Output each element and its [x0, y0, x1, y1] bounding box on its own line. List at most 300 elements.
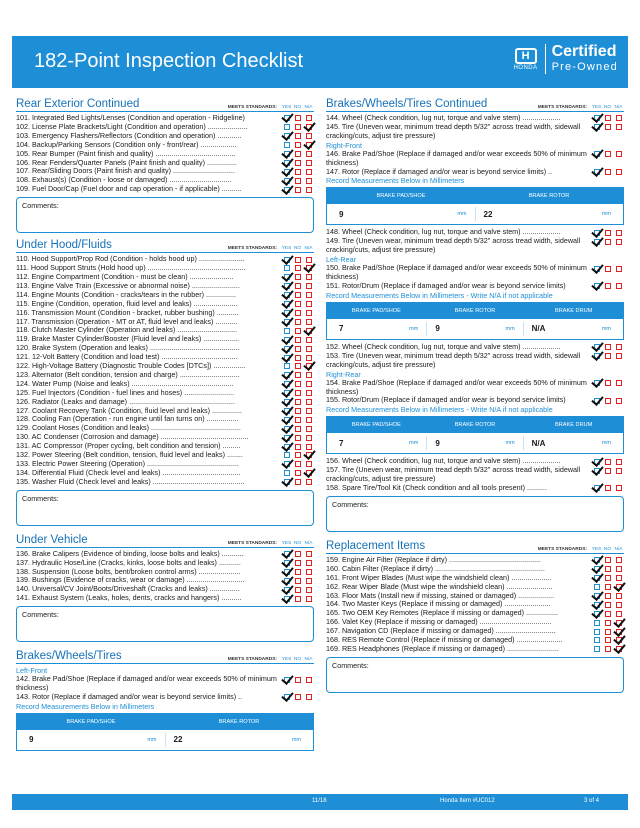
col-pad-shoe: BRAKE PAD/SHOE: [351, 307, 401, 314]
checkbox-yes[interactable]: [594, 629, 600, 635]
checkbox-group: [591, 237, 624, 244]
comments-box[interactable]: [16, 490, 314, 526]
checkbox-na[interactable]: [306, 470, 312, 476]
checkbox-na[interactable]: [616, 230, 622, 236]
col-pad-shoe: BRAKE PAD/SHOE: [376, 193, 426, 200]
checkbox-no[interactable]: [295, 569, 301, 575]
checkbox-na[interactable]: [616, 124, 622, 130]
legend-label: MEETS STANDARDS:: [537, 546, 587, 552]
meets-standards-legend: [228, 657, 314, 662]
legend-na: N/A: [304, 105, 313, 110]
checklist-item-text: 105. Rear Bumper (Paint finish and quality) ........................................: [16, 149, 236, 158]
checklist-item: [16, 150, 314, 159]
checkbox-na[interactable]: [306, 178, 312, 184]
checklist-item-text: 108. Exhaust(s) (Condition - loose or damaged) ...............................: [16, 176, 232, 185]
checklist-item-text: 160. Cabin Filter (Replace if dirty) .......................................................: [326, 564, 545, 573]
checkbox-na[interactable]: [306, 337, 312, 343]
checkbox-na[interactable]: [306, 390, 312, 396]
section-rear-exterior: [16, 98, 314, 233]
footer-item-number: Honda Item #UC012: [440, 798, 495, 804]
checkbox-na[interactable]: [306, 408, 312, 414]
checklist-item: [326, 123, 624, 141]
checkbox-na[interactable]: [616, 566, 622, 572]
checkbox-yes[interactable]: [284, 677, 290, 683]
checkbox-no[interactable]: [605, 602, 611, 608]
rotor-value: 22: [173, 735, 183, 745]
checkbox-na[interactable]: [306, 310, 312, 316]
checkbox-no[interactable]: [295, 417, 301, 423]
checklist-item: [326, 484, 624, 493]
checkbox-yes[interactable]: [594, 283, 600, 289]
pad-shoe-field[interactable]: [331, 207, 476, 221]
unit-label: mm: [457, 211, 467, 218]
legend-label: MEETS STANDARDS:: [227, 540, 277, 546]
checkbox-na[interactable]: [306, 596, 312, 602]
checklist-item: [16, 318, 314, 327]
legend-label: MEETS STANDARDS:: [537, 105, 587, 110]
checkbox-group: [591, 264, 624, 271]
checkbox-no[interactable]: [605, 620, 611, 626]
checklist-item: [16, 291, 314, 300]
checkbox-no[interactable]: [295, 444, 301, 450]
col-rotor: BRAKE ROTOR: [528, 193, 570, 200]
checklist-item-text: 104. Backup/Parking Sensors (Condition only - front/rear) ..................: [16, 140, 237, 149]
checkbox-group: [281, 478, 314, 485]
footer-date: 11/18: [312, 798, 327, 804]
checklist-item-text: 139. Bushings (Evidence of cracks, wear or damage) .............................: [16, 576, 245, 585]
checklist-item-text: 162. Rear Wiper Blade (Must wipe the windshield clean) .......................: [326, 582, 553, 591]
checklist-item-text: 142. Brake Pad/Shoe (Replace if damaged and/or wear exceeds 50% of minimum thickness): [16, 675, 277, 693]
rotor-field[interactable]: [476, 207, 620, 221]
checkbox-na[interactable]: [306, 363, 312, 369]
checkbox-no[interactable]: [295, 160, 301, 166]
checkbox-na[interactable]: [616, 584, 622, 590]
checkbox-na[interactable]: [306, 292, 312, 298]
measurements-label: Record Measurements Below in Millimeters - Write N/A if not applicable: [326, 405, 553, 415]
checkbox-no[interactable]: [295, 560, 301, 566]
checkbox-no[interactable]: [605, 124, 611, 130]
checklist-item-text: 107. Rear/Sliding Doors (Paint finish and quality) ...............................: [16, 167, 235, 176]
checklist-item: [16, 167, 314, 176]
checkbox-no[interactable]: [605, 230, 611, 236]
checkbox-no[interactable]: [605, 485, 611, 491]
section-header: [16, 239, 314, 253]
checkbox-no[interactable]: [605, 239, 611, 245]
meets-standards-legend: [228, 246, 314, 251]
checkbox-na[interactable]: [616, 115, 622, 121]
checklist-item: [16, 273, 314, 282]
checkbox-na[interactable]: [616, 398, 622, 404]
checkbox-yes[interactable]: [284, 479, 290, 485]
checkbox-no[interactable]: [295, 337, 301, 343]
checkbox-na[interactable]: [616, 593, 622, 599]
checkbox-no[interactable]: [605, 646, 611, 652]
checkbox-no[interactable]: [295, 587, 301, 593]
checkbox-no[interactable]: [295, 346, 301, 352]
checkbox-no[interactable]: [605, 353, 611, 359]
checkbox-na[interactable]: [616, 239, 622, 245]
checkbox-yes[interactable]: [594, 468, 600, 474]
checklist-item: [16, 568, 314, 577]
checklist-item-text: 165. Two OEM Key Remotes (Replace if missing or damaged) ................: [326, 609, 558, 618]
meets-standards-legend: [538, 547, 624, 552]
checklist-item: [16, 550, 314, 559]
legend-yes: YES: [591, 105, 602, 110]
checkbox-no[interactable]: [295, 435, 301, 441]
checklist-item: [326, 556, 624, 565]
checkbox-na[interactable]: [306, 274, 312, 280]
rotor-field[interactable]: [427, 322, 523, 336]
checkbox-yes[interactable]: [284, 187, 290, 193]
checkbox-na[interactable]: [306, 569, 312, 575]
checkbox-na[interactable]: [616, 151, 622, 157]
checkbox-yes[interactable]: [594, 169, 600, 175]
checkbox-na[interactable]: [616, 485, 622, 491]
checkbox-no[interactable]: [605, 398, 611, 404]
section-brakes-wheels-tires: [16, 650, 314, 751]
checkbox-no[interactable]: [605, 380, 611, 386]
checkbox-no[interactable]: [295, 124, 301, 130]
comments-box[interactable]: [16, 197, 314, 233]
checkbox-yes[interactable]: [594, 266, 600, 272]
checklist-item: [326, 574, 624, 583]
checkbox-group: [281, 675, 314, 682]
checkbox-na[interactable]: [306, 479, 312, 485]
checkbox-yes[interactable]: [594, 124, 600, 130]
checkbox-yes[interactable]: [594, 575, 600, 581]
checklist-item: [16, 594, 314, 603]
checkbox-no[interactable]: [295, 283, 301, 289]
checkbox-na[interactable]: [616, 557, 622, 563]
checkbox-no[interactable]: [605, 151, 611, 157]
checkbox-no[interactable]: [295, 257, 301, 263]
checkbox-yes[interactable]: [284, 133, 290, 139]
checklist-item-text: 110. Hood Support/Prop Rod (Condition - holds hood up) .......................: [16, 255, 245, 264]
comments-box[interactable]: [326, 496, 624, 532]
checkbox-na[interactable]: [306, 265, 312, 271]
section-title: Under Vehicle: [16, 533, 88, 546]
left-column: [16, 94, 314, 754]
checkbox-no[interactable]: [295, 461, 301, 467]
meets-standards-legend: [538, 105, 624, 110]
checkbox-na[interactable]: [306, 328, 312, 334]
checkbox-no[interactable]: [605, 575, 611, 581]
checkbox-na[interactable]: [306, 560, 312, 566]
pad-shoe-value: 9: [339, 209, 344, 219]
comments-box[interactable]: [16, 606, 314, 642]
checklist-item-text: 148. Wheel (Check condition, lug nut, torque and valve stem) ...................: [326, 228, 561, 237]
measurements-label: Record Measurements Below in Millimeters: [16, 701, 155, 711]
unit-label: mm: [505, 440, 515, 447]
checklist-item-text: 145. Tire (Uneven wear, minimum tread depth 5/32" across tread width, sidewall cracking/cuts, adjust tire pressure): [326, 122, 581, 140]
checklist-item: [16, 380, 314, 389]
checkbox-no[interactable]: [605, 584, 611, 590]
checkbox-group: [281, 693, 314, 700]
checklist-item-text: 124. Water Pump (Noise and leaks) ...................................................: [16, 379, 234, 388]
checkbox-group: [591, 457, 624, 464]
legend-label: MEETS STANDARDS:: [227, 105, 277, 110]
checklist-item-text: 116. Transmission Mount (Condition - bracket, rubber bushing) ...........: [16, 308, 239, 317]
checkbox-no[interactable]: [295, 274, 301, 280]
checkbox-na[interactable]: [306, 381, 312, 387]
checkbox-na[interactable]: [616, 380, 622, 386]
checkbox-na[interactable]: [306, 372, 312, 378]
checklist-item-text: 115. Engine (Condition, operation, fluid level and leaks) ......................: [16, 299, 238, 308]
checklist-item: [326, 168, 624, 177]
checklist-item-text: 153. Tire (Uneven wear, minimum tread depth 5/32" across tread width, sidewall cracking/cuts, adjust tire pressure): [326, 351, 581, 369]
checkbox-group: [591, 466, 624, 473]
unit-label: mm: [601, 440, 611, 447]
unit-label: mm: [409, 325, 419, 332]
checkbox-group: [591, 168, 624, 175]
checkbox-na[interactable]: [306, 160, 312, 166]
right-column: [326, 94, 624, 693]
checkbox-no[interactable]: [295, 596, 301, 602]
checkbox-no[interactable]: [605, 557, 611, 563]
rotor-field[interactable]: [427, 436, 523, 450]
checklist-item: [16, 442, 314, 451]
pad-shoe-field[interactable]: [21, 733, 166, 747]
checklist-item: [16, 478, 314, 487]
checklist-item-text: 149. Tire (Uneven wear, minimum tread depth 5/32" across tread width, sidewall cracking/cuts, adjust tire pressure): [326, 237, 581, 255]
checkbox-no[interactable]: [605, 566, 611, 572]
page-title: 182-Point Inspection Checklist: [34, 50, 304, 72]
checkbox-na[interactable]: [616, 646, 622, 652]
checkbox-yes[interactable]: [594, 485, 600, 491]
checkbox-yes[interactable]: [594, 637, 600, 643]
legend-no: NO: [293, 246, 302, 252]
checkbox-na[interactable]: [306, 399, 312, 405]
checklist-item: [16, 371, 314, 380]
checkbox-yes[interactable]: [594, 151, 600, 157]
checkbox-no[interactable]: [295, 408, 301, 414]
checkbox-no[interactable]: [605, 611, 611, 617]
checkbox-no[interactable]: [295, 142, 301, 148]
checkbox-yes[interactable]: [284, 444, 290, 450]
checkbox-yes[interactable]: [284, 319, 290, 325]
checkbox-no[interactable]: [605, 468, 611, 474]
checkbox-na[interactable]: [306, 677, 312, 683]
checkbox-no[interactable]: [295, 301, 301, 307]
legend-yes: YES: [281, 657, 292, 663]
checkbox-no[interactable]: [295, 677, 301, 683]
checklist-item-text: 146. Brake Pad/Shoe (Replace if damaged and/or wear exceeds 50% of minimum thickness): [326, 149, 587, 167]
checkbox-na[interactable]: [616, 468, 622, 474]
checkbox-yes[interactable]: [594, 611, 600, 617]
item-list: [326, 379, 624, 406]
checkbox-na[interactable]: [306, 142, 312, 148]
checkbox-yes[interactable]: [284, 115, 290, 121]
col-drum: BRAKE DRUM: [555, 307, 593, 314]
checklist-item-text: 152. Wheel (Check condition, lug nut, torque and valve stem) ...................: [326, 342, 561, 351]
checkbox-na[interactable]: [306, 587, 312, 593]
legend-na: N/A: [614, 105, 623, 110]
checkbox-na[interactable]: [616, 283, 622, 289]
checkbox-na[interactable]: [616, 459, 622, 465]
checklist-item-text: 135. Washer Fluid (Check level and leaks) ..............................................: [16, 477, 245, 486]
checkbox-yes[interactable]: [284, 461, 290, 467]
checkbox-no[interactable]: [605, 459, 611, 465]
rotor-field[interactable]: [166, 733, 310, 747]
section-header: [16, 650, 314, 664]
checkbox-na[interactable]: [616, 344, 622, 350]
checkbox-group: [281, 576, 314, 583]
checkbox-no[interactable]: [605, 266, 611, 272]
checklist-item-text: 129. Coolant Hoses (Condition and leaks) .............................................: [16, 424, 241, 433]
checkbox-yes[interactable]: [284, 355, 290, 361]
checkbox-no[interactable]: [295, 265, 301, 271]
checkbox-no[interactable]: [295, 355, 301, 361]
checkbox-na[interactable]: [306, 452, 312, 458]
checkbox-no[interactable]: [605, 115, 611, 121]
checkbox-yes[interactable]: [284, 694, 290, 700]
checkbox-no[interactable]: [295, 151, 301, 157]
checkbox-no[interactable]: [295, 363, 301, 369]
checkbox-na[interactable]: [306, 417, 312, 423]
col-pad-shoe: BRAKE PAD/SHOE: [351, 422, 401, 429]
checkbox-no[interactable]: [295, 292, 301, 298]
checkbox-na[interactable]: [616, 602, 622, 608]
drum-field[interactable]: [524, 322, 619, 336]
checkbox-no[interactable]: [605, 593, 611, 599]
item-list: [16, 550, 314, 603]
checkbox-yes[interactable]: [594, 398, 600, 404]
checkbox-yes[interactable]: [594, 380, 600, 386]
checkbox-no[interactable]: [295, 452, 301, 458]
checkbox-no[interactable]: [295, 390, 301, 396]
item-list: [326, 343, 624, 370]
checkbox-no[interactable]: [295, 399, 301, 405]
checklist-item: [326, 636, 624, 645]
position-label: Right-Rear: [326, 369, 361, 379]
checkbox-na[interactable]: [306, 426, 312, 432]
checkbox-no[interactable]: [605, 629, 611, 635]
section-title: Brakes/Wheels/Tires Continued: [326, 98, 488, 110]
checklist-item: [326, 466, 624, 484]
unit-label: mm: [291, 736, 301, 743]
checkbox-no[interactable]: [295, 372, 301, 378]
checklist-item-text: 126. Radiator (Leaks and damage) .....................................................: [16, 397, 235, 406]
col-drum: BRAKE DRUM: [555, 422, 593, 429]
footer-page-number: 3 of 4: [584, 798, 600, 804]
checkbox-no[interactable]: [605, 283, 611, 289]
checkbox-no[interactable]: [295, 133, 301, 139]
checkbox-no[interactable]: [295, 381, 301, 387]
pad-shoe-field[interactable]: [331, 436, 427, 450]
checklist-item: [16, 407, 314, 416]
checklist-item-text: 136. Brake Calipers (Evidence of binding, loose bolts and leaks) ...........: [16, 549, 244, 558]
checkbox-no[interactable]: [605, 637, 611, 643]
checkbox-no[interactable]: [295, 479, 301, 485]
checklist-item: [326, 237, 624, 255]
checkbox-group: [281, 424, 314, 431]
checkbox-yes[interactable]: [594, 646, 600, 652]
checkbox-na[interactable]: [306, 346, 312, 352]
pad-shoe-field[interactable]: [331, 322, 427, 336]
checklist-item-text: 154. Brake Pad/Shoe (Replace if damaged and/or wear exceeds 50% of minimum thickness): [326, 378, 587, 396]
checkbox-no[interactable]: [295, 115, 301, 121]
checkbox-no[interactable]: [295, 178, 301, 184]
legend-yes: YES: [281, 246, 292, 252]
measurements-label: Record Measurements Below in Millimeters: [326, 176, 465, 186]
drum-field[interactable]: [524, 436, 619, 450]
checkbox-no[interactable]: [295, 578, 301, 584]
checkbox-no[interactable]: [295, 426, 301, 432]
checkbox-no[interactable]: [295, 551, 301, 557]
checkbox-no[interactable]: [295, 187, 301, 193]
checkbox-group: [281, 335, 314, 342]
checklist-item: [16, 141, 314, 150]
checklist-item-text: 159. Engine Air Filter (Replace if dirty) ..............................................: [326, 555, 541, 564]
checkbox-na[interactable]: [306, 124, 312, 130]
checkbox-na[interactable]: [306, 578, 312, 584]
legend-na: N/A: [304, 657, 313, 663]
checklist-item: [16, 693, 314, 702]
comments-box[interactable]: [326, 657, 624, 693]
checklist-item-text: 130. AC Condenser (Corrosion and damage) ............................................: [16, 433, 249, 442]
checkbox-no[interactable]: [295, 470, 301, 476]
checklist-item-text: 119. Brake Master Cylinder/Booster (Fluid level and leaks) ..................: [16, 335, 240, 344]
checklist-item: [16, 389, 314, 398]
checkbox-na[interactable]: [616, 353, 622, 359]
page-header: [12, 36, 628, 88]
checkbox-no[interactable]: [295, 310, 301, 316]
checkbox-na[interactable]: [306, 301, 312, 307]
checkbox-na[interactable]: [306, 283, 312, 289]
checkbox-yes[interactable]: [594, 353, 600, 359]
legend-yes: YES: [281, 540, 292, 546]
section-replacement-items: [326, 540, 624, 693]
checkbox-na[interactable]: [616, 169, 622, 175]
checkbox-yes[interactable]: [284, 257, 290, 263]
checkbox-no[interactable]: [295, 319, 301, 325]
checkbox-na[interactable]: [306, 551, 312, 557]
section-under-hood: [16, 239, 314, 526]
legend-na: N/A: [614, 546, 623, 552]
checklist-item-text: 140. Universal/CV Joint/Boots/Driveshaft (Cracks and leaks) ...............: [16, 585, 240, 594]
item-list: [326, 457, 624, 493]
checklist-item: [326, 282, 624, 291]
checkbox-yes[interactable]: [284, 596, 290, 602]
checklist-item-text: 120. Brake System (Operation and leaks) .............................................: [16, 344, 240, 353]
checkbox-no[interactable]: [605, 169, 611, 175]
checkbox-na[interactable]: [306, 187, 312, 193]
checkbox-na[interactable]: [306, 151, 312, 157]
position-label: Left-Rear: [326, 255, 356, 265]
checkbox-no[interactable]: [295, 328, 301, 334]
checklist-item: [16, 451, 314, 460]
section-header: [16, 534, 314, 548]
checkbox-group: [591, 228, 624, 235]
checkbox-na[interactable]: [306, 694, 312, 700]
checklist-item: [326, 457, 624, 466]
checkbox-no[interactable]: [295, 169, 301, 175]
checkbox-na[interactable]: [306, 169, 312, 175]
checkbox-no[interactable]: [295, 694, 301, 700]
checkbox-na[interactable]: [306, 435, 312, 441]
legend-na: N/A: [304, 246, 313, 252]
checkbox-yes[interactable]: [594, 620, 600, 626]
position-label: Right-Front: [326, 140, 362, 150]
checkbox-group: [281, 176, 314, 183]
checklist-item: [16, 585, 314, 594]
checklist-item-text: 123. Alternator (Belt condition, tension and charge) ..............................: [16, 370, 240, 379]
checklist-item-text: 127. Coolant Recovery Tank (Condition, fluid level and leaks) ...............: [16, 406, 242, 415]
checkbox-yes[interactable]: [594, 239, 600, 245]
checkbox-no[interactable]: [605, 344, 611, 350]
checkbox-na[interactable]: [616, 266, 622, 272]
checklist-item: [326, 264, 624, 282]
